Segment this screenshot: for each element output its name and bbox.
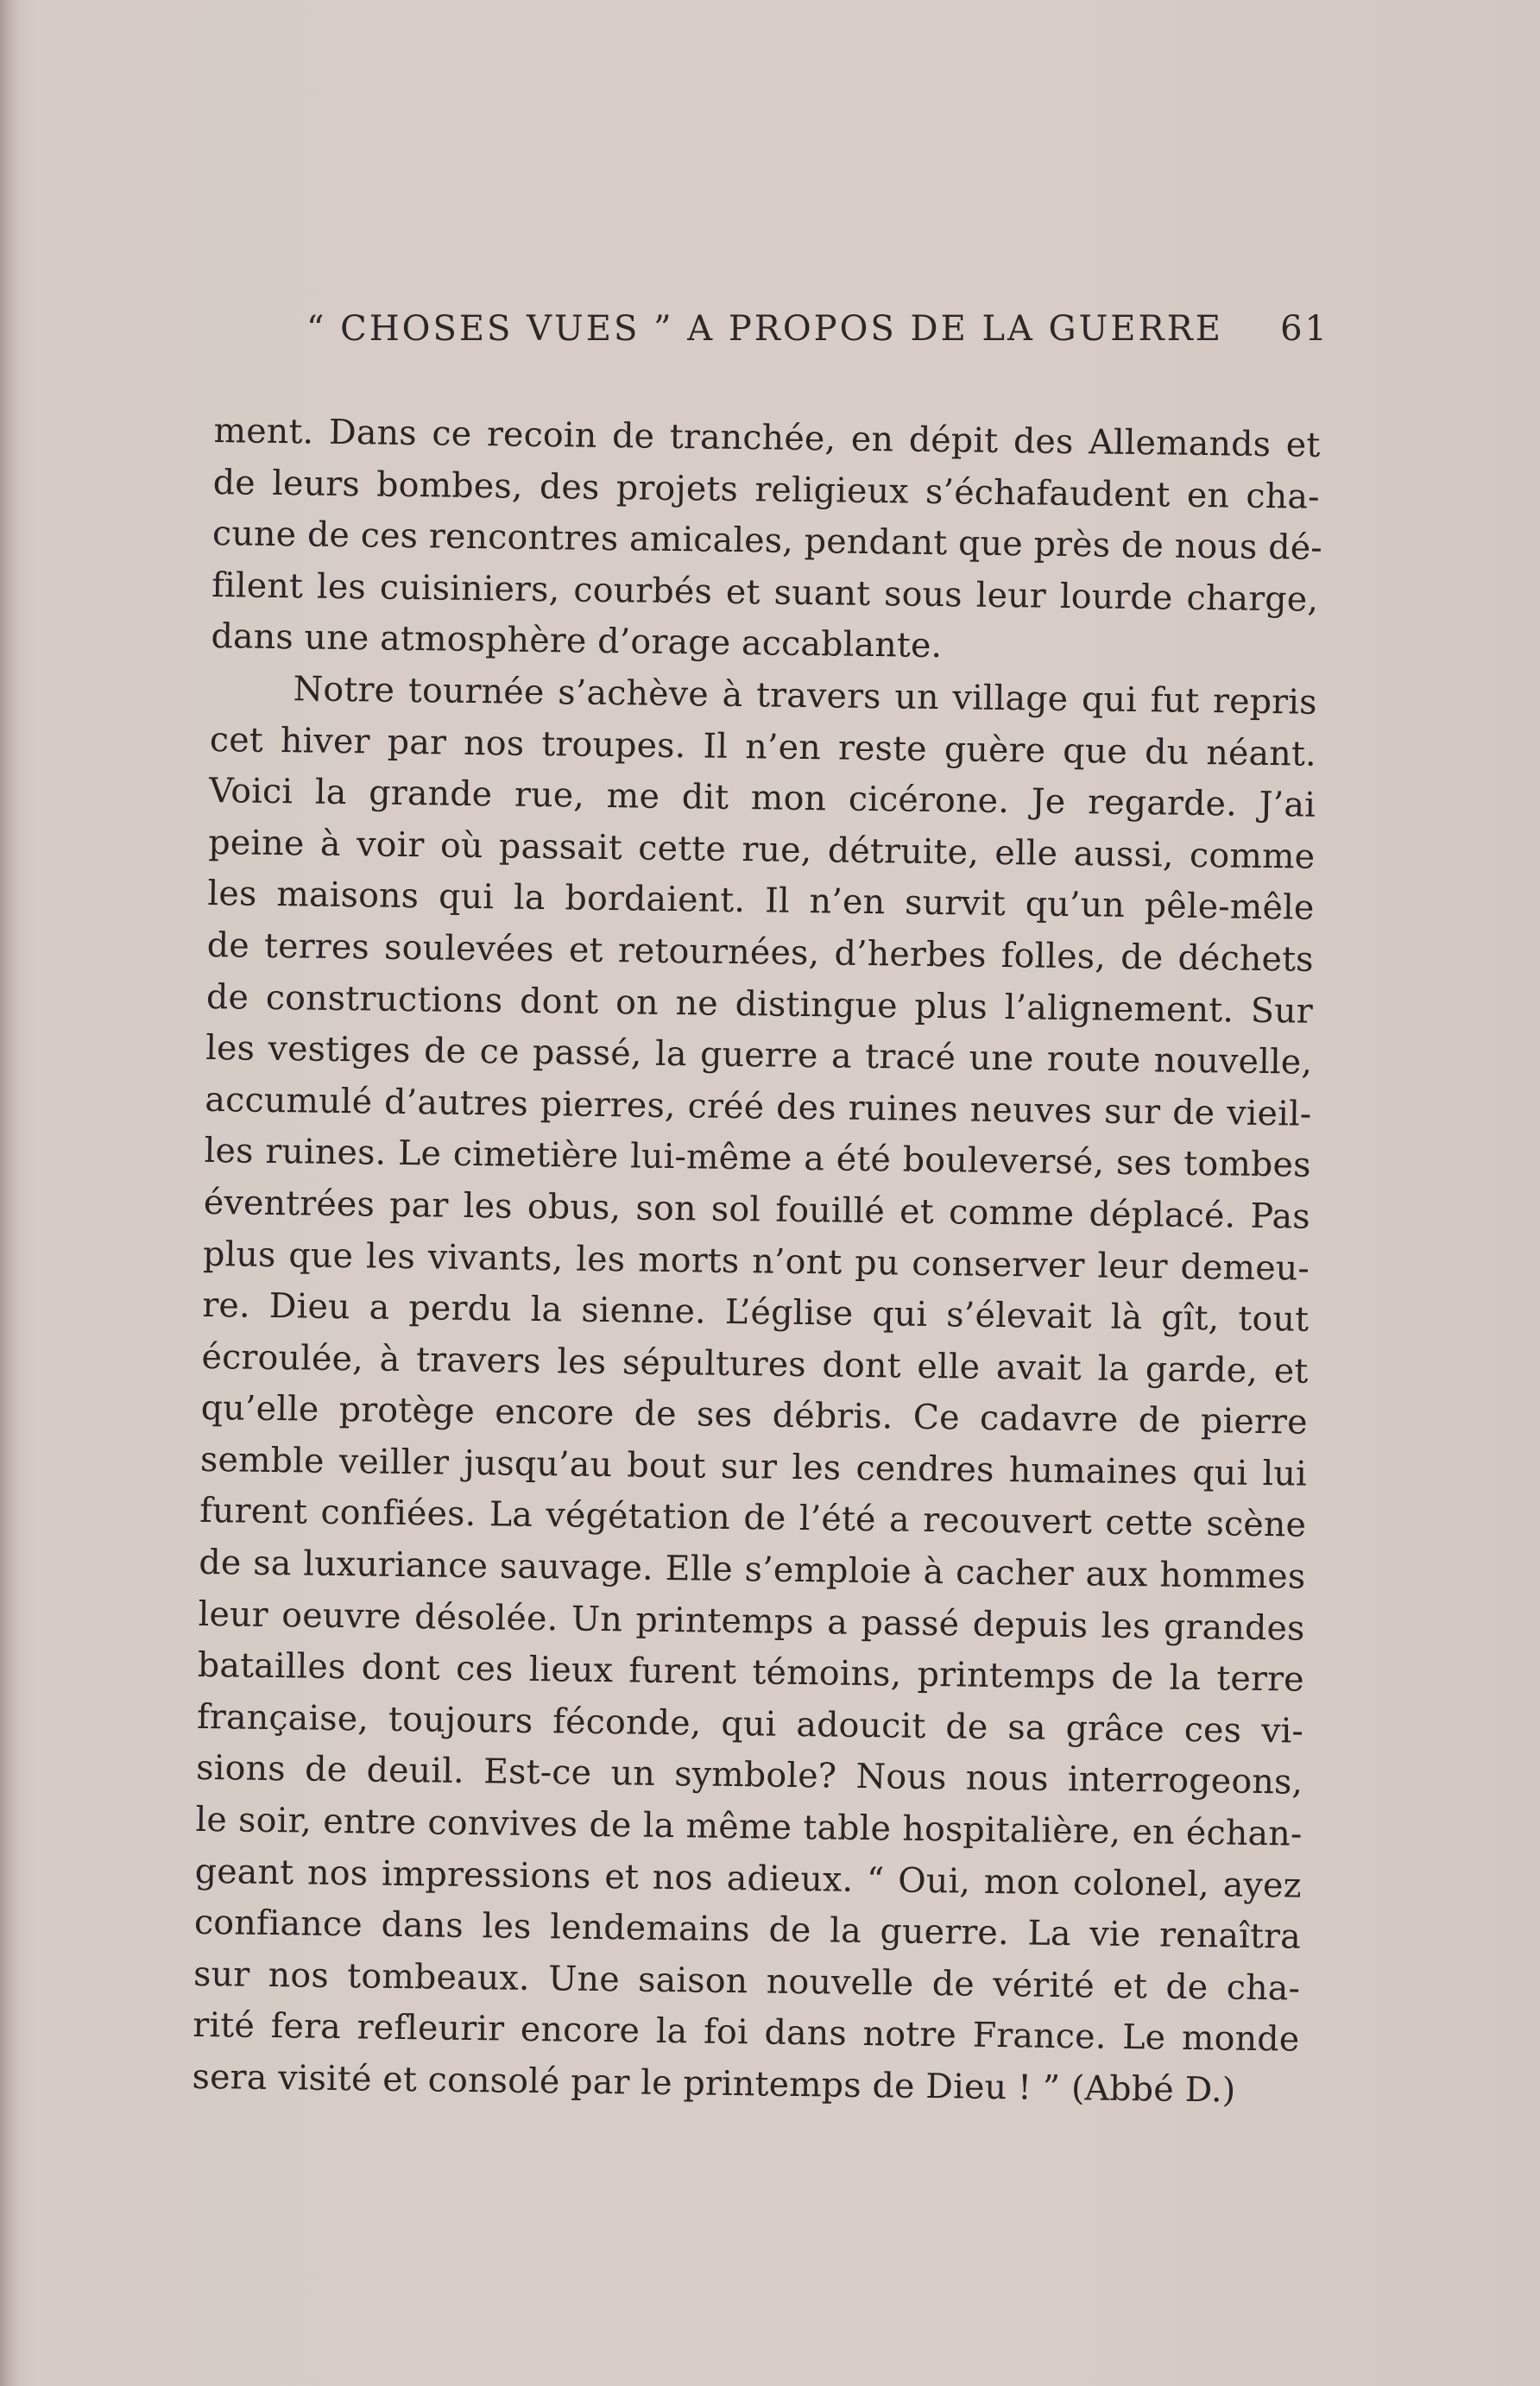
text-line: française, toujours féconde, qui adoucit de sa grâce ces vi- <box>196 1696 1304 1752</box>
text-line: sions de deuil. Est-ce un symbole? Nous nous interrogeons, <box>196 1748 1303 1803</box>
text-line: écroulée, à travers les sépultures dont elle avait la garde, et <box>201 1336 1309 1392</box>
text-line: semble veiller jusqu’au bout sur les cendres humaines qui lui <box>199 1439 1308 1494</box>
text-line: cet hiver par nos troupes. Il n’en reste guère que du néant. <box>209 719 1317 774</box>
body-text <box>192 406 1321 2118</box>
text-line: de leurs bombes, des projets religieux s’échafaudent en cha- <box>212 462 1321 517</box>
text-line: geant nos impressions et nos adieux. “ Oui, mon colonel, ayez <box>194 1851 1302 1906</box>
text-line: confiance dans les lendemains de la guerre. La vie renaîtra <box>193 1903 1302 1957</box>
text-line: sera visité et consolé par le printemps de Dieu ! ” (Abbé D.) <box>192 2056 1236 2111</box>
text-line: Notre tournée s’achève à travers un village qui fut repris <box>293 669 1317 723</box>
gutter-shadow <box>0 0 19 2386</box>
text-line: les maisons qui la bordaient. Il n’en survit qu’un pêle-mêle <box>207 874 1315 929</box>
text-line: les ruines. Le cimetière lui-même a été bouleversé, ses tombes <box>204 1131 1311 1186</box>
text-line: dans une atmosphère d’orage accablante. <box>211 616 943 666</box>
running-head <box>306 309 1329 361</box>
text-line: le soir, entre convives de la même table hospitalière, en échan- <box>195 1799 1303 1854</box>
text-line: cune de ces rencontres amicales, pendant que près de nous dé- <box>211 514 1323 569</box>
page-number: 61 <box>1280 309 1329 349</box>
text-line: leur oeuvre désolée. Un printemps a passé depuis les grandes <box>198 1594 1305 1649</box>
text-line: de sa luxuriance sauvage. Elle s’emploie à cacher aux hommes <box>199 1542 1306 1597</box>
text-line: re. Dieu a perdu la sienne. L’église qui s’élevait là gît, tout <box>202 1285 1310 1340</box>
text-line: rité fera refleurir encore la foi dans notre France. Le monde <box>192 2005 1300 2061</box>
text-line: éventrées par les obus, son sol fouillé et comme déplacé. Pas <box>203 1182 1311 1237</box>
text-line: ment. Dans ce recoin de tranchée, en dépit des Allemands et <box>213 410 1321 465</box>
text-line: peine à voir où passait cette rue, détruite, elle aussi, comme <box>208 822 1316 877</box>
text-line: batailles dont ces lieux furent témoins, printemps de la terre <box>197 1645 1305 1700</box>
text-line: plus que les vivants, les morts n’ont pu conserver leur demeu- <box>202 1234 1310 1289</box>
text-line: furent confiées. La végétation de l’été a recouvert cette scène <box>199 1491 1307 1546</box>
text-line: sur nos tombeaux. Une saison nouvelle de vérité et de cha- <box>192 1954 1301 2009</box>
text-line: filent les cuisiniers, courbés et suant sous leur lourde charge, <box>211 565 1319 620</box>
text-line: Voici la grande rue, me dit mon cicérone. Je regarde. J’ai <box>208 771 1316 825</box>
text-line: les vestiges de ce passé, la guerre a tracé une route nouvelle, <box>205 1028 1313 1083</box>
text-line: de terres soulevées et retournées, d’herbes folles, de déchets <box>206 925 1315 980</box>
text-line: qu’elle protège encore de ses débris. Ce cadavre de pierre <box>200 1388 1308 1442</box>
running-head-title: “ CHOSES VUES ” A PROPOS DE LA GUERRE <box>306 309 1223 349</box>
text-line: accumulé d’autres pierres, créé des ruines neuves sur de vieil- <box>205 1079 1312 1134</box>
text-line: de constructions dont on ne distingue plus l’alignement. Sur <box>205 976 1314 1032</box>
